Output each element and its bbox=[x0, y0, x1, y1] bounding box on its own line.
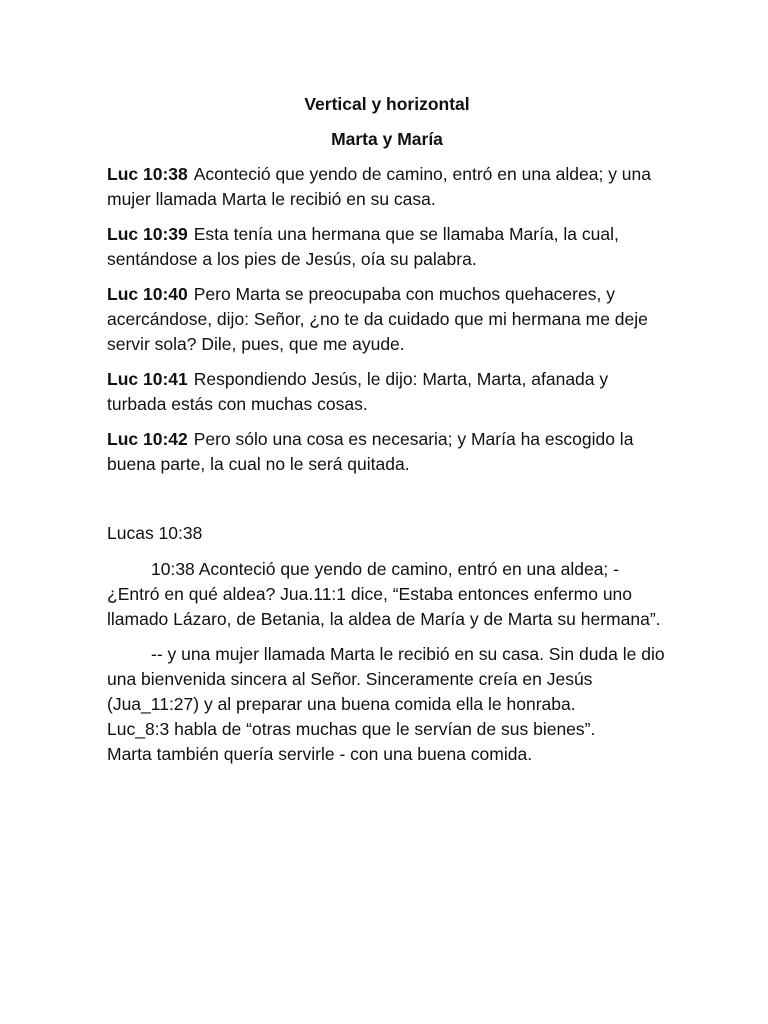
verse-text: Esta tenía una hermana que se llamaba María, la cual, sentándose a los pies de Jesús, oía su palabra. bbox=[107, 224, 619, 269]
verse-luc-10-38 bbox=[107, 162, 667, 212]
verse-ref: Luc 10:40 bbox=[107, 284, 188, 304]
verse-ref: Luc 10:41 bbox=[107, 369, 188, 389]
verse-text: Pero Marta se preocupaba con muchos quehaceres, y acercándose, dijo: Señor, ¿no te da cuidado que mi hermana me deje servir sola? Dile, pues, que me ayude. bbox=[107, 284, 648, 354]
verse-ref: Luc 10:42 bbox=[107, 429, 188, 449]
commentary-line: Marta también quería servirle - con una buena comida. bbox=[107, 744, 533, 764]
verse-luc-10-40 bbox=[107, 282, 667, 357]
document-body bbox=[107, 92, 667, 767]
commentary-paragraph: 10:38 Aconteció que yendo de camino, entró en una aldea; -¿Entró en qué aldea? Jua.11:1 dice, “Estaba entonces enfermo uno llamado Lázaro, de Betania, la aldea de María y de Marta su hermana”. bbox=[107, 559, 661, 629]
commentary-line: Luc_8:3 habla de “otras muchas que le servían de sus bienes”. bbox=[107, 719, 596, 739]
section-heading: Lucas 10:38 bbox=[107, 523, 203, 543]
verse-ref: Luc 10:38 bbox=[107, 164, 188, 184]
verse-text: Respondiendo Jesús, le dijo: Marta, Marta, afanada y turbada estás con muchas cosas. bbox=[107, 369, 609, 414]
verse-text: Pero sólo una cosa es necesaria; y María ha escogido la buena parte, la cual no le será quitada. bbox=[107, 429, 634, 474]
verse-luc-10-39 bbox=[107, 222, 667, 272]
verse-luc-10-41 bbox=[107, 367, 667, 417]
verse-text: Aconteció que yendo de camino, entró en una aldea; y una mujer llamada Marta le recibió en su casa. bbox=[107, 164, 652, 209]
verse-luc-10-42 bbox=[107, 427, 667, 477]
document-title: Vertical y horizontal bbox=[304, 94, 470, 114]
commentary-paragraph: -- y una mujer llamada Marta le recibió en su casa. Sin duda le dio una bienvenida sincera al Señor. Sinceramente creía en Jesús (Jua_11:27) y al preparar una buena comida ella le honraba. bbox=[107, 644, 665, 714]
verse-ref: Luc 10:39 bbox=[107, 224, 188, 244]
document-subtitle: Marta y María bbox=[331, 129, 443, 149]
